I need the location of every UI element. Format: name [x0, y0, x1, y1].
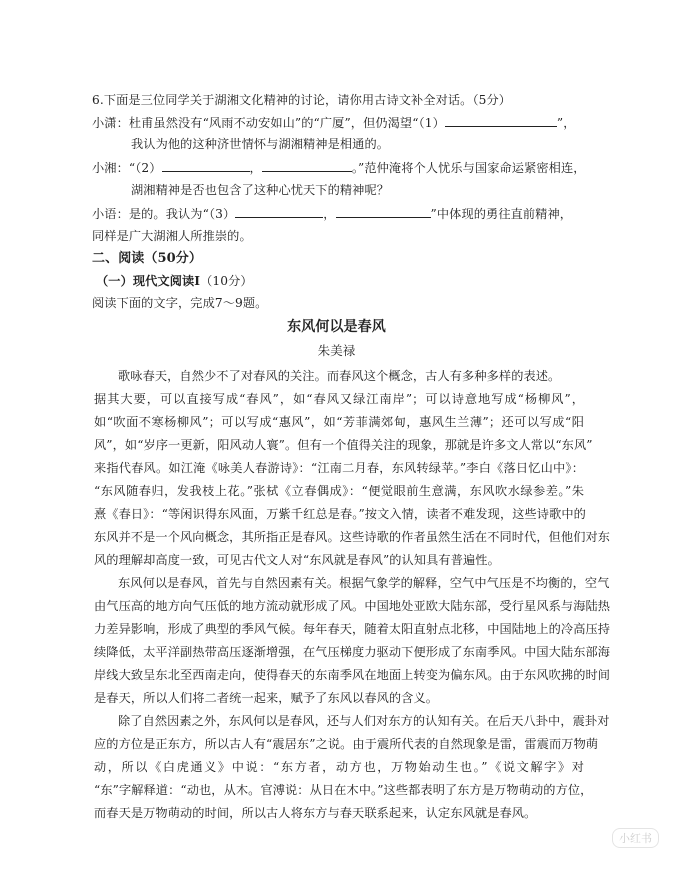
- answer-blank-2a[interactable]: [162, 159, 250, 172]
- question-6-prompt: 6.下面是三位同学关于湖湘文化精神的讨论，请你用古诗文补全对话。（5分）: [92, 93, 512, 107]
- dialogue-xiaoxiang-line2: 湖湘精神是否也包含了这种心忧天下的精神呢？: [131, 183, 390, 197]
- dialogue-xiaoxiang-line1: [92, 159, 586, 176]
- reading-instruction: 阅读下面的文字，完成7～9题。: [92, 296, 268, 310]
- dialogue-xiaoyu-line2: 同样是广大湖湘人所推崇的。: [92, 229, 252, 243]
- dialogue-text: ”，: [556, 116, 576, 130]
- article-title: 东风何以是春风: [287, 319, 386, 335]
- article-line: “东风随春归，发我枝上花。”张栻《立春偶成》：“便觉眼前生意满，东风吹水绿参差。”朱: [94, 484, 584, 498]
- dialogue-xiaoyu-line1: [92, 205, 572, 222]
- article-line: 续降低，太平洋副热带高压逐渐增强，在气压梯度力驱动下便形成了东南季风。中国大陆东部海: [94, 645, 611, 659]
- article-line: 风的理解却高度一致，可见古代文人对“东风就是春风”的认知具有普遍性。: [94, 553, 500, 567]
- article-line: 除了自然因素之外，东风何以是春风，还与人们对东方的认知有关。在后天八卦中，震卦对: [118, 714, 610, 728]
- article-line: 歌咏春天，自然少不了对春风的关注。而春风这个概念，古人有多种多样的表述。: [118, 369, 561, 383]
- dialogue-xiaoxiao-line1: [92, 114, 576, 131]
- article-line: “东”字解释道：“动也，从木。官溥说：从日在木中。”这些都表明了东方是万物萌动的方位，: [94, 783, 593, 797]
- dialogue-text: 小湘：“（2）: [92, 161, 162, 175]
- article-line: 动，所以《白虎通义》中说：“东方者，动方也，万物始动生也。”《说文解字》对: [94, 760, 584, 774]
- section-heading: 二、阅读（50分）: [92, 251, 202, 266]
- dialogue-text: 。”范仲淹将个人忧乐与国家命运紧密相连，: [351, 161, 586, 175]
- watermark-logo: 小红书: [612, 828, 659, 848]
- article-line: 如“吹面不寒杨柳风”；可以写成“惠风”，如“芳菲满郊甸，惠风生兰薄”；还可以写成“阳: [94, 415, 584, 429]
- article-line: 东风何以是春风，首先与自然因素有关。根据气象学的解释，空气中气压是不均衡的，空气: [118, 576, 610, 590]
- article-line: 来指代春风。如江淹《咏美人春游诗》：“江南二月春，东风转绿苹。”李白《落日忆山中》：: [94, 461, 584, 475]
- dialogue-text: ”中体现的勇往直前精神，: [430, 207, 573, 221]
- dialogue-xiaoxiao-line2: 我认为他的这种济世情怀与湖湘精神是相通的。: [131, 137, 390, 151]
- answer-blank-3a[interactable]: [235, 205, 323, 218]
- article-line: 岸线大致呈东北至西南走向，使得春天的东南季风在地面上转变为偏东风。由于东风吹拂的时间: [94, 668, 611, 682]
- article-line: 风”，如“岁序一更新，阳风动人寰”。但有一个值得关注的现象，那就是许多文人常以“东风”: [94, 438, 593, 452]
- subsection-title: （一）现代文阅读Ⅰ: [96, 274, 201, 288]
- article-line: 熹《春日》：“等闲识得东风面，万紫千红总是春。”按文入情，读者不难发现，这些诗歌中的: [94, 507, 586, 521]
- article-line: 由气压高的地方向气压低的地方流动就形成了风。中国地处亚欧大陆东部，受行星风系与海陆热: [94, 599, 611, 613]
- article-line: 东风并不是一个风向概念，其所指正是春风。这些诗歌的作者虽然生活在不同时代，但他们对东: [94, 530, 611, 544]
- article-author: 朱美禄: [317, 343, 356, 358]
- subsection-score: （10分）: [200, 274, 253, 288]
- answer-blank-1[interactable]: [445, 114, 557, 127]
- article-line: 应的方位是正东方，所以古人有“震居东”之说。由于震所代表的自然现象是雷，雷震而万物萌: [94, 737, 599, 751]
- answer-blank-2b[interactable]: [262, 159, 352, 172]
- dialogue-text: ，: [323, 207, 336, 221]
- dialogue-text: ，: [249, 161, 262, 175]
- answer-blank-3b[interactable]: [336, 205, 431, 218]
- article-line: 力差异影响，形成了典型的季风气候。每年春天，随着太阳直射点北移，中国陆地上的冷高压持: [94, 622, 611, 636]
- article-line: 而春天是万物萌动的时间，所以古人将东方与春天联系起来，认定东风就是春风。: [94, 806, 537, 820]
- subsection-heading: [96, 273, 253, 289]
- article-line: 是春天，所以人们将二者统一起来，赋予了东风以春风的含义。: [94, 691, 439, 705]
- dialogue-text: 小语：是的。我认为“（3）: [92, 207, 236, 221]
- dialogue-text: 小潇：杜甫虽然没有“风雨不动安如山”的“广厦”，但仍渴望“（1）: [92, 116, 445, 130]
- article-line: 据其大要，可以直接写成“春风”，如“春风又绿江南岸”；可以诗意地写成“杨柳风”，: [94, 392, 584, 406]
